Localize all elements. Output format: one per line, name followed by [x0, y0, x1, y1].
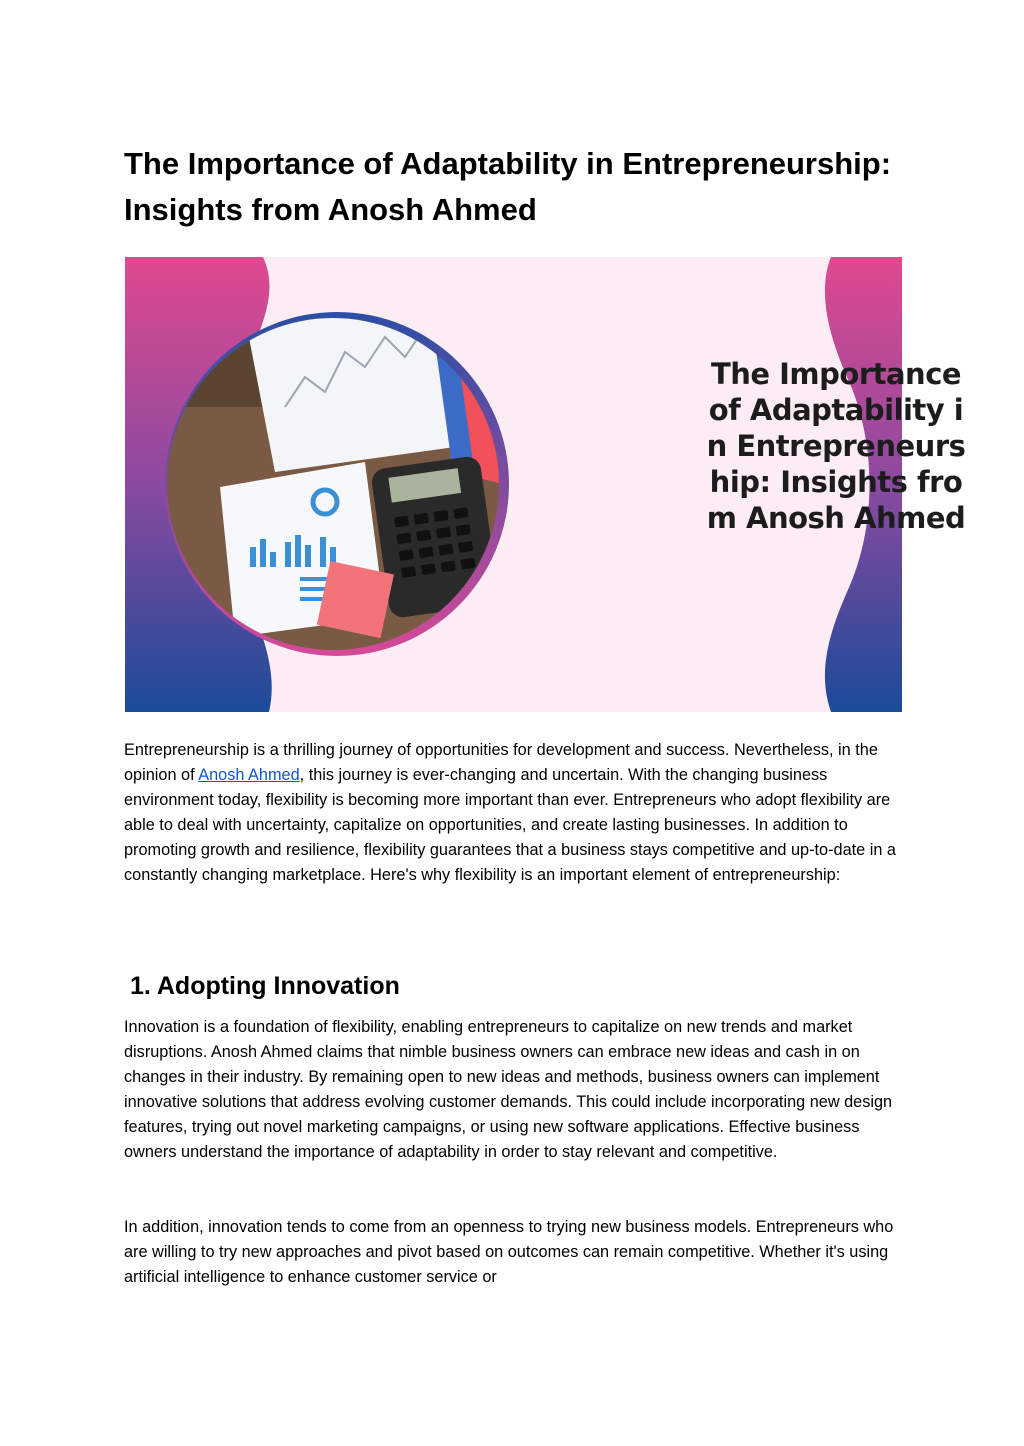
hero-image: [125, 257, 966, 712]
section-heading-adopting-innovation: 1. Adopting Innovation: [130, 972, 400, 1000]
section1-paragraph-1: Innovation is a foundation of flexibility, enabling entrepreneurs to capitalize on new trends and market disruptions. Anosh Ahmed claims that nimble business owners can embrace new ideas and cash in on changes in their industry. By remaining open to new ideas and methods, business owners can implement innovative solutions that address evolving customer demands. This could include incorporating new design features, trying out novel marketing campaigns, or using new software applications. Effective business owners understand the importance of adaptability in order to stay relevant and competitive.: [124, 1018, 893, 1161]
page-title: The Importance of Adaptability in Entrepreneurship: Insights from Anosh Ahmed: [124, 146, 892, 227]
section1-paragraph-2: In addition, innovation tends to come from an openness to trying new business models. Entrepreneurs who are willing to try new approaches and pivot based on outcomes can remain competitive. Whether it's using artificial intelligence to enhance customer service or: [124, 1218, 894, 1286]
anosh-ahmed-link[interactable]: Anosh Ahmed: [198, 766, 300, 784]
hero-title-text: The Importance of Adaptability in Entrepreneurship: Insights from Anosh Ahmed: [706, 357, 966, 535]
intro-text-start: Entrepreneurship is a thrilling journey of opportunities for development and success. Nevertheless, in the opinion of: [124, 741, 878, 784]
intro-text-end: , this journey is ever-changing and uncertain. With the changing business environment today, flexibility is becoming more important than ever. Entrepreneurs who adopt flexibility are able to deal with uncertainty, capitalize on opportunities, and create lasting businesses. In addition to promoting growth and resilience, flexibility guarantees that a business stays competitive and up-to-date in a constantly changing marketplace. Here's why flexibility is an important element of entrepreneurship:: [124, 766, 896, 884]
intro-paragraph: [124, 738, 904, 888]
